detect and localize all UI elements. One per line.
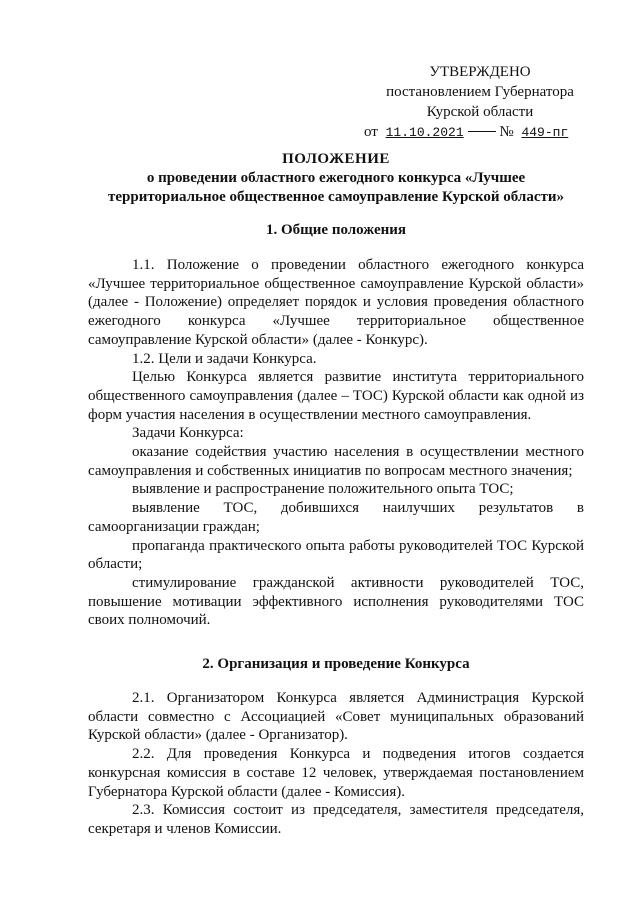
subtitle-line-1: о проведении областного ежегодного конкурса «Лучшее (146, 170, 526, 186)
decree-date: 11.10.2021 (385, 125, 464, 140)
paragraph: пропаганда практического опыта работы руководителей ТОС Курской области; (88, 537, 584, 573)
decree-number: 449-пг (521, 125, 569, 140)
approval-region: Курской области (426, 104, 534, 120)
paragraph: оказание содействия участию населения в осуществлении местного самоуправления и собственных инициатив по вопросам местного значения; (88, 444, 584, 479)
section-2-body (88, 689, 584, 839)
approval-date-line (364, 122, 590, 143)
paragraph: 1.2. Цели и задачи Конкурса. (132, 350, 317, 367)
date-prefix: от (364, 124, 378, 140)
doc-type: ПОЛОЖЕНИЕ (282, 151, 390, 167)
document-title (88, 150, 584, 207)
subtitle-line-2: территориальное общественное самоуправление Курской области» (107, 189, 564, 205)
section-1-body (88, 256, 584, 630)
paragraph: 2.2. Для проведения Конкурса и подведения итогов создается конкурсная комиссия в составе 12 человек, утверждаемая постановлением Губернатора Курской области (далее - Комиссия). (88, 746, 584, 800)
approval-decree: постановлением Губернатора (386, 84, 574, 100)
paragraph: стимулирование гражданской активности руководителей ТОС, повышение мотивации эффективного исполнения руководителями ТОС своих полномочий. (88, 574, 584, 629)
section-1-heading: 1. Общие положения (265, 222, 407, 238)
paragraph: выявление ТОС, добившихся наилучших результатов в самоорганизации граждан; (88, 500, 584, 535)
paragraph: 1.1. Положение о проведении областного ежегодного конкурса «Лучшее территориальное общественное самоуправление Курской области» (далее - Положение) определяет порядок и условия проведения областного ежегодного конкурса «Лучшее территориальное общественное самоуправление Курской области» (далее - Конкурс). (88, 257, 584, 348)
number-prefix: № (499, 124, 514, 140)
paragraph: выявление и распространение положительного опыта ТОС; (132, 481, 514, 498)
paragraph: Задачи Конкурса: (132, 425, 244, 442)
paragraph: 2.1. Организатором Конкурса является Администрация Курской области совместно с Ассоциацией «Совет муниципальных образований Курской области» (далее - Организатор). (88, 690, 584, 744)
paragraph: 2.3. Комиссия состоит из председателя, заместителя председателя, секретаря и членов Комиссии. (88, 802, 584, 837)
approval-heading: УТВЕРЖДЕНО (429, 64, 531, 80)
section-2-heading: 2. Организация и проведение Конкурса (202, 656, 470, 672)
approval-stamp (364, 62, 590, 143)
date-underline (468, 131, 496, 132)
paragraph: Целью Конкурса является развитие института территориального общественного самоуправления (далее – ТОС) Курской области как одной из форм участия населения в осуществлении местного самоуправления. (88, 369, 584, 423)
